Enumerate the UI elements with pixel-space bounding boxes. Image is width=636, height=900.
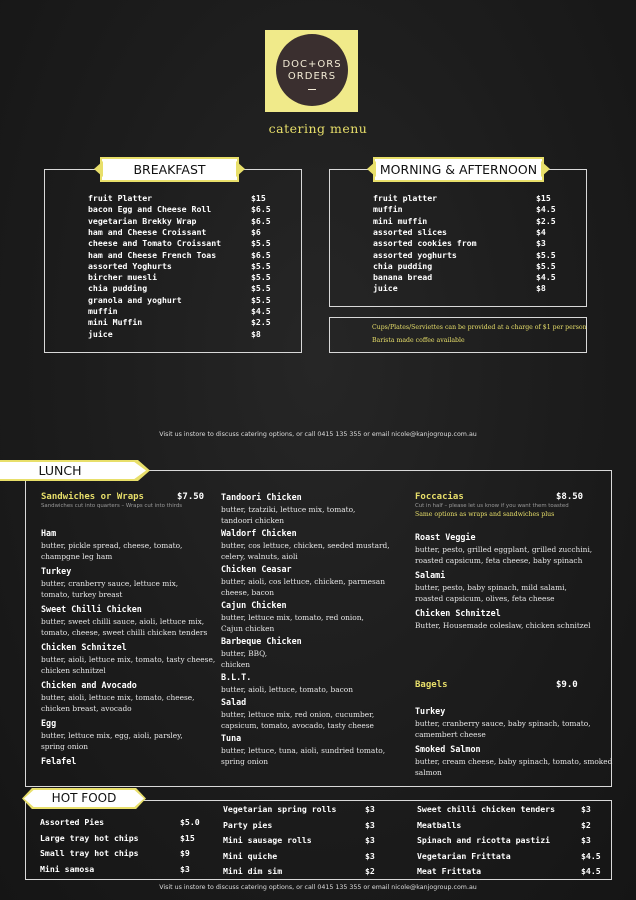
lunch-middle-item-desc: capsicum, tomato, avocado, tasty cheese [221,721,374,730]
bagel-item-desc: butter, cream cheese, baby spinach, tomato, smoked [415,757,613,766]
morning-item [373,227,576,238]
hotfood-col2-item-price: $3 [365,850,375,861]
breakfast-item [88,238,291,249]
breakfast-title: BREAKFAST [102,159,237,180]
morning-item-price: $2.5 [536,215,556,226]
sandwich-item-desc: butter, lettuce mix, egg, aioli, parsley, [41,731,183,740]
lunch-middle-item-desc: butter, lettuce, tuna, aioli, sundried tomato, [221,746,386,755]
hotfood-col1-item [40,817,220,828]
hotfood-col1-item [40,848,220,859]
hotfood-col2-item-name: Vegetarian spring rolls [223,804,337,814]
lunch-middle-item-desc: cheese, bacon [221,588,274,597]
hotfood-col2-item-name: Mini sausage rolls [223,835,312,845]
breakfast-item-price: $5.5 [251,283,271,294]
hotfood-title: HOT FOOD [51,791,117,805]
morning-item [373,238,576,249]
lunch-middle-item-desc: butter, aioli, cos lettuce, chicken, parmesan [221,577,385,586]
breakfast-item [88,329,291,340]
hotfood-col2-item [223,835,405,846]
morning-item [373,283,576,294]
morning-item-name: chia pudding [373,260,433,271]
doctors-orders-logo [265,30,358,112]
lunch-middle-item-title: Chicken Ceasar [221,564,292,574]
breakfast-item-name: vegetarian Brekky Wrap [88,215,197,226]
foccacia-item-title: Chicken Schnitzel [415,608,501,618]
breakfast-item-price: $15 [251,193,266,203]
lunch-middle-item-desc: butter, lettuce mix, red onion, cucumber, [221,710,375,719]
lunch-middle-item-desc: celery, walnuts, aioli [221,552,298,561]
breakfast-item [88,272,291,283]
morning-item-price: $5.5 [536,249,556,260]
morning-item [373,204,576,215]
breakfast-item-name: assorted Yoghurts [88,260,172,271]
lunch-middle-item-title: Salad [221,697,247,707]
foccacia-item-title: Salami [415,570,446,580]
sandwich-item-title: Chicken Schnitzel [41,642,127,652]
morning-item-price: $15 [536,193,551,203]
hotfood-col3-item-name: Spinach and ricotta pastizi [417,835,551,845]
hotfood-col3-item [417,851,621,862]
breakfast-item-price: $2.5 [251,317,271,328]
morning-item-price: $5.5 [536,260,556,271]
lunch-middle-item-desc: butter, BBQ, [221,649,268,658]
morning-item [373,272,576,283]
breakfast-item [88,317,291,328]
hotfood-col2-item-price: $3 [365,804,375,814]
bagel-item-title: Smoked Salmon [415,744,481,754]
hotfood-col3-item-price: $4.5 [581,866,601,876]
lunch-middle-item-title: B.L.T. [221,672,252,682]
hotfood-col1-item [40,833,220,844]
sandwich-item-desc: butter, pickle spread, cheese, tomato, [41,541,183,550]
cups-note: Cups/Plates/Serviettes can be provided at a charge of $1 per person [372,324,587,331]
bagel-item-title: Turkey [415,706,446,716]
lunch-middle-item-desc: tandoori chicken [221,516,285,525]
breakfast-item-price: $5.5 [251,294,271,305]
sandwich-item-title: Sweet Chilli Chicken [41,604,142,614]
lunch-middle-item-desc: Cajun chicken [221,624,275,633]
morning-item-name: assorted cookies from [373,238,477,249]
morning-item [373,261,576,272]
breakfast-item-price: $6 [251,226,261,237]
bagels-title: Bagels [415,680,448,690]
sandwich-item-title: Felafel [41,756,77,766]
breakfast-item-name: ham and Cheese Croissant [88,226,207,237]
morning-item-name: mini muffin [373,215,428,226]
lunch-middle-item-title: Waldorf Chicken [221,528,297,538]
morning-item-name: assorted slices [373,226,447,237]
morning-item-price: $3 [536,238,546,249]
hotfood-col3-item-name: Sweet chilli chicken tenders [417,804,556,814]
bagel-item-desc: butter, cranberry sauce, baby spinach, tomato, [415,719,591,728]
foccacia-item-desc: butter, pesto, baby spinach, mild salami, [415,583,567,592]
breakfast-item [88,283,291,294]
breakfast-item-price: $8 [251,328,261,339]
hotfood-col1-item-price: $15 [180,832,195,843]
foccacias-note-2: Same options as wraps and sandwiches plus [415,511,555,518]
hotfood-col2-item-name: Party pies [223,819,273,830]
lunch-middle-item-title: Tuna [221,733,242,743]
bagels-price: $9.0 [556,680,578,690]
morning-item-name: banana bread [373,272,433,283]
footer-contact-bottom: Visit us instore to discuss catering options, or call 0415 135 355 or email nicole@kanjogroup.com.au [159,884,477,891]
morning-item-name: juice [373,283,398,294]
foccacias-note: Cut in half – please let us know if you want them toasted [415,503,569,509]
hotfood-col2-item [223,851,405,862]
foccacias-title: Foccacias [415,492,464,502]
sandwich-item-desc: champgne leg ham [41,552,113,561]
hotfood-col1-item-name: Small tray hot chips [40,848,139,858]
lunch-middle-item-title: Cajun Chicken [221,600,287,610]
sandwich-item-desc: tomato, turkey breast [41,590,123,599]
breakfast-item-name: fruit Platter [88,193,153,203]
footer-contact-top: Visit us instore to discuss catering options, or call 0415 135 355 or email nicole@kanjogroup.com.au [159,431,477,438]
hotfood-col1-item-name: Mini samosa [40,863,95,874]
logo-line-1: DOC+ORS [282,59,342,70]
lunch-middle-item-desc: spring onion [221,757,269,766]
morning-item-name: muffin [373,204,403,215]
hotfood-col3-item-name: Vegetarian Frittata [417,850,511,861]
foccacia-item-desc: roasted capsicum, olives, feta cheese [415,594,555,603]
breakfast-item-price: $4.5 [251,306,271,316]
foccacia-item-desc: Butter, Housemade coleslaw, chicken schnitzel [415,621,591,630]
sandwiches-price: $7.50 [177,492,205,502]
sandwiches-title: Sandwiches or Wraps [41,492,144,502]
hotfood-col2-item-price: $3 [365,819,375,830]
lunch-middle-item-desc: butter, tzatziki, lettuce mix, tomato, [221,505,356,514]
hotfood-col3-item-price: $4.5 [581,850,601,861]
logo-circle [276,34,348,106]
morning-item [373,216,576,227]
breakfast-item-name: mini Muffin [88,317,143,328]
hotfood-col2-item [223,820,405,831]
lunch-title: LUNCH [38,463,82,478]
breakfast-item-price: $5.5 [251,238,271,249]
sandwich-item-title: Turkey [41,566,72,576]
notes-box [329,317,587,353]
morning-afternoon-banner [373,157,544,182]
breakfast-item [88,295,291,306]
breakfast-item-name: granola and yoghurt [88,294,182,305]
hotfood-col3-item-name: Meatballs [417,819,462,830]
sandwich-item-desc: butter, aioli, lettuce mix, tomato, cheese, [41,693,195,702]
hotfood-col3-item [417,835,621,846]
breakfast-item [88,261,291,272]
sandwich-item-title: Chicken and Avocado [41,680,137,690]
breakfast-item [88,306,291,317]
breakfast-item [88,250,291,261]
hotfood-col3-item [417,866,621,877]
sandwich-item-desc: chicken breast, avocado [41,704,132,713]
lunch-middle-item-desc: butter, aioli, lettuce, tomato, bacon [221,685,353,694]
foccacia-item-title: Roast Veggie [415,532,476,542]
foccacia-item-desc: butter, pesto, grilled eggplant, grilled zucchini, [415,545,593,554]
morning-afternoon-title: MORNING & AFTERNOON [375,159,542,180]
lunch-middle-item-title: Tandoori Chicken [221,492,302,502]
breakfast-item-price: $5.5 [251,272,271,283]
breakfast-item [88,227,291,238]
foccacias-price: $8.50 [556,492,584,502]
hotfood-col3-item-name: Meat Frittata [417,866,482,876]
hotfood-col2-item-name: Mini quiche [223,850,278,861]
sandwich-item-desc: tomato, cheese, sweet chilli chicken tenders [41,628,208,637]
morning-item-price: $4.5 [536,272,556,283]
hotfood-col2-item-name: Mini dim sim [223,866,283,876]
barista-note: Barista made coffee available [372,337,465,344]
bagel-item-desc: salmon [415,768,442,777]
breakfast-item-price: $5.5 [251,260,271,271]
hotfood-col1-item-name: Large tray hot chips [40,832,139,843]
breakfast-item-name: muffin [88,306,118,316]
morning-item-price: $4 [536,226,546,237]
hotfood-col1-item [40,864,220,875]
morning-item [373,193,576,204]
hotfood-col1-item-price: $3 [180,863,190,874]
breakfast-item-name: ham and Cheese French Toas [88,249,217,260]
hotfood-col2-item [223,804,405,815]
hotfood-col2-item-price: $3 [365,835,375,845]
breakfast-item-name: juice [88,328,113,339]
hotfood-col3-item [417,804,621,815]
bagel-item-desc: camembert cheese [415,730,486,739]
hotfood-col3-item-price: $2 [581,819,591,830]
hotfood-col2-item [223,866,405,877]
hotfood-col1-item-price: $9 [180,848,190,858]
morning-item-price: $4.5 [536,204,556,215]
breakfast-banner [100,157,239,182]
sandwich-item-title: Egg [41,718,57,728]
breakfast-item-price: $6.5 [251,249,271,260]
sandwich-item-desc: butter, cranberry sauce, lettuce mix, [41,579,179,588]
hotfood-col1-item-price: $5.0 [180,817,200,827]
hotfood-col2-item-price: $2 [365,866,375,876]
sandwiches-note: Sandwiches cut into quarters – Wraps cut into thirds [41,503,183,509]
lunch-middle-item-desc: butter, cos lettuce, chicken, seeded mustard, [221,541,390,550]
logo-line-2: ORDERS [287,71,337,82]
lunch-middle-item-title: Barbeque Chicken [221,636,302,646]
hotfood-col3-item-price: $3 [581,804,591,814]
hotfood-col1-item-name: Assorted Pies [40,817,105,827]
breakfast-item [88,216,291,227]
hotfood-col3-item [417,820,621,831]
sandwich-item-desc: spring onion [41,742,89,751]
breakfast-item [88,204,291,215]
morning-item-name: fruit platter [373,193,438,203]
breakfast-item-name: cheese and Tomato Croissant [88,238,222,249]
breakfast-item-price: $6.5 [251,204,271,215]
sandwich-item-desc: chicken schnitzel [41,666,106,675]
breakfast-item [88,193,291,204]
sandwich-item-desc: butter, sweet chilli sauce, aioli, lettuce mix, [41,617,205,626]
morning-item-name: assorted yoghurts [373,249,457,260]
hotfood-col3-item-price: $3 [581,835,591,845]
sandwich-item-desc: butter, aioli, lettuce mix, tomato, tasty cheese, [41,655,216,664]
catering-menu-subtitle: catering menu [268,121,368,136]
breakfast-item-price: $6.5 [251,215,271,226]
lunch-middle-item-desc: chicken [221,660,251,669]
breakfast-item-name: bacon Egg and Cheese Roll [88,204,212,215]
morning-item [373,250,576,261]
breakfast-item-name: chia pudding [88,283,148,294]
breakfast-item-name: bircher muesli [88,272,158,283]
lunch-middle-item-desc: butter, lettuce mix, tomato, red onion, [221,613,364,622]
logo-divider [308,89,316,90]
morning-item-price: $8 [536,283,546,294]
foccacia-item-desc: roasted capsicum, feta cheese, baby spinach [415,556,583,565]
sandwich-item-title: Ham [41,528,57,538]
